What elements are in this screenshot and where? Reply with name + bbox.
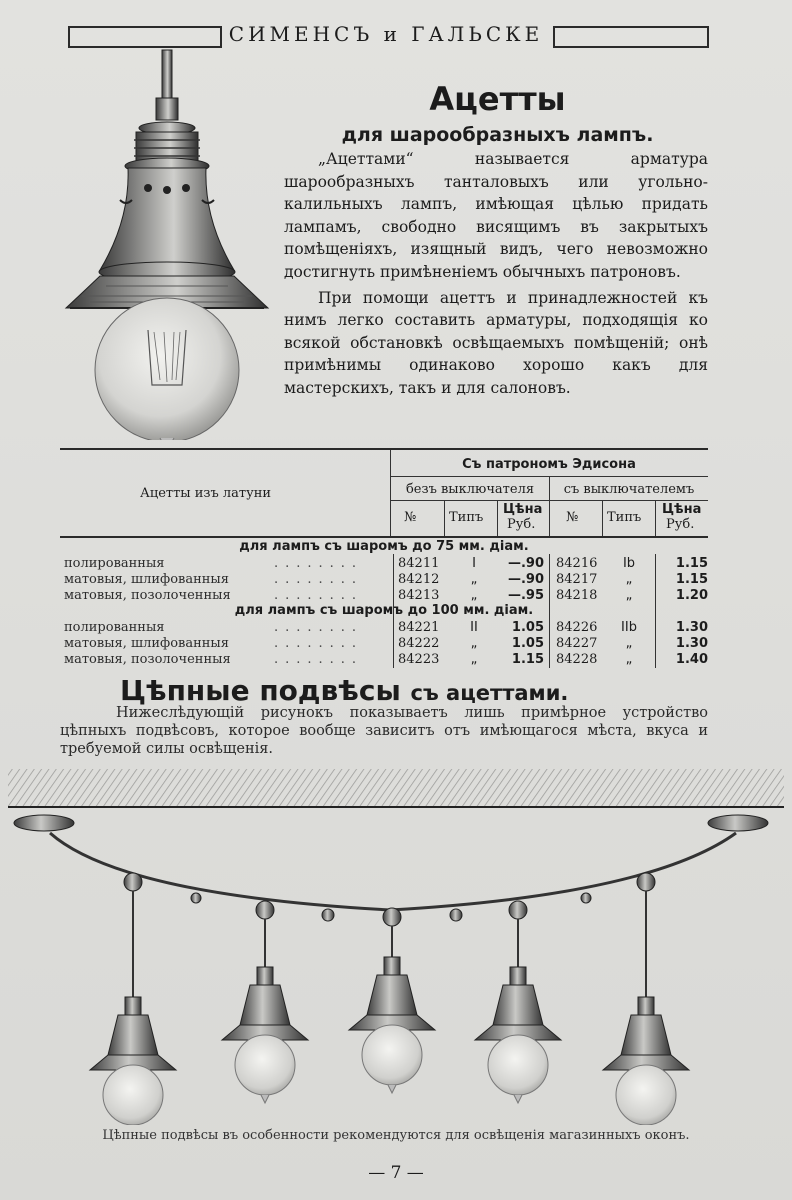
row-finish: полированныя [64,556,165,571]
row-type-no-switch: I [472,556,476,571]
row-leader-dots: ........ [274,588,364,603]
table-row [64,556,708,572]
row-finish: матовыя, шлифованныя [64,572,229,587]
body-paragraph: „Ацеттами“ называется арматура шарообразныхъ танталовыхъ или угольно-калильныхъ лампъ, имѣющая цѣлью придать лампамъ, свободно висящимъ въ закрытыхъ помѣщеніяхъ, изящный видъ, чего невозможно достигнуть примѣненіемъ обычныхъ патроновъ. [284,150,708,281]
row-price-no-switch: —.90 [507,556,544,571]
col-type: Типъ [449,510,484,525]
table-col-divider [655,554,656,668]
row-number-no-switch: 84212 [398,572,440,587]
table-row [64,620,708,636]
row-number-switch: 84218 [556,588,598,603]
row-price-no-switch: —.90 [507,572,544,587]
col-price-unit: Руб. [507,517,536,532]
table-col-divider [444,500,445,536]
section-body [284,148,708,400]
row-type-no-switch: „ [470,572,478,587]
table-row-header: Ацетты изъ латуни [140,486,272,501]
header-title: СИМЕНСЪ и ГАЛЬСКЕ [228,22,544,46]
row-leader-dots: ........ [274,636,364,651]
row-leader-dots: ........ [274,556,364,571]
table-col-divider [549,476,550,536]
row-number-switch: 84226 [556,620,598,635]
body-paragraph: Нижеслѣдующій рисунокъ показываетъ лишь примѣрное устройство цѣпныхъ подвѣсовъ, которое вообще зависитъ отъ имѣющагося мѣста, вкуса и требуемой силы освѣщенія. [60,705,708,757]
row-number-no-switch: 84213 [398,588,440,603]
row-type-switch: „ [625,588,633,603]
row-leader-dots: ........ [274,652,364,667]
table-col-divider [390,450,391,536]
body-paragraph: При помощи ацеттъ и принадлежностей къ нимъ легко составить арматуры, подходящія ко всякой обстановкѣ освѣщаемыхъ помѣщеній; онѣ примѣнимы одинаково хорошо какъ для мастерскихъ, такъ и для салоновъ. [284,288,708,397]
chain-pendant-title-suffix: съ ацеттами. [410,681,569,705]
col-without-switch: безъ выключателя [405,482,535,497]
acetta-lamp-illustration [60,40,275,440]
row-number-no-switch: 84222 [398,636,440,651]
row-price-no-switch: —.95 [507,588,544,603]
row-price-switch: 1.15 [675,572,708,587]
table-row [64,588,708,604]
col-price: Цѣна [503,502,543,517]
section-title: Ацетты [429,80,566,118]
col-no: № [404,510,417,525]
row-price-no-switch: 1.05 [511,636,544,651]
row-finish: матовыя, позолоченныя [64,588,231,603]
row-finish: матовыя, шлифованныя [64,636,229,651]
row-type-no-switch: II [470,620,478,635]
row-type-switch: „ [625,572,633,587]
row-number-no-switch: 84211 [398,556,440,571]
row-leader-dots: ........ [274,620,364,635]
table-col-divider [393,554,394,668]
row-type-no-switch: „ [470,636,478,651]
row-finish: полированныя [64,620,165,635]
row-number-switch: 84217 [556,572,598,587]
row-price-switch: 1.20 [675,588,708,603]
col-type: Типъ [607,510,642,525]
table-col-divider [497,500,498,536]
row-leader-dots: ........ [274,572,364,587]
row-price-switch: 1.30 [675,620,708,635]
chain-pendant-title [120,674,568,707]
table-group-label: для лампъ съ шаромъ до 75 мм. діам. [239,539,529,554]
col-price: Цѣна [662,502,702,517]
row-number-switch: 84227 [556,636,598,651]
table-col-divider [655,500,656,536]
illustration-caption: Цѣпные подвѣсы въ особенности рекомендуются для освѣщенія магазинныхъ оконъ. [102,1128,690,1143]
row-type-no-switch: „ [470,652,478,667]
table-row [64,636,708,652]
col-no: № [566,510,579,525]
page-number: — 7 — [368,1163,424,1183]
table-row [64,652,708,668]
row-price-switch: 1.40 [675,652,708,667]
row-type-switch: „ [625,652,633,667]
table-top-rule [60,448,708,450]
row-type-switch: „ [625,636,633,651]
chain-pendant-title-main: Цѣпные подвѣсы [120,674,401,707]
row-price-switch: 1.15 [675,556,708,571]
col-with-switch: съ выключателемъ [563,482,695,497]
row-type-switch: IIb [621,620,637,635]
table-header-bottom-rule [60,536,708,538]
row-type-switch: Ib [622,556,636,571]
section-subtitle: для шарообразныхъ лампъ. [341,124,654,146]
table-col-divider [549,554,550,668]
header-ornament-right [553,26,709,48]
table-group-label: для лампъ съ шаромъ до 100 мм. діам. [234,603,534,618]
row-type-no-switch: „ [470,588,478,603]
chain-pendant-illustration [0,765,792,1125]
table-row [64,572,708,588]
row-price-switch: 1.30 [675,636,708,651]
row-number-switch: 84216 [556,556,598,571]
table-group-header: Съ патрономъ Эдисона [462,457,636,472]
pendant-lamp [90,997,176,1125]
table-subheader-rule [390,500,708,501]
row-price-no-switch: 1.05 [511,620,544,635]
row-number-switch: 84228 [556,652,598,667]
row-finish: матовыя, позолоченныя [64,652,231,667]
row-number-no-switch: 84223 [398,652,440,667]
row-price-no-switch: 1.15 [511,652,544,667]
table-col-divider [602,500,603,536]
chain-pendant-description [60,704,708,758]
col-price-unit: Руб. [666,517,695,532]
row-number-no-switch: 84221 [398,620,440,635]
